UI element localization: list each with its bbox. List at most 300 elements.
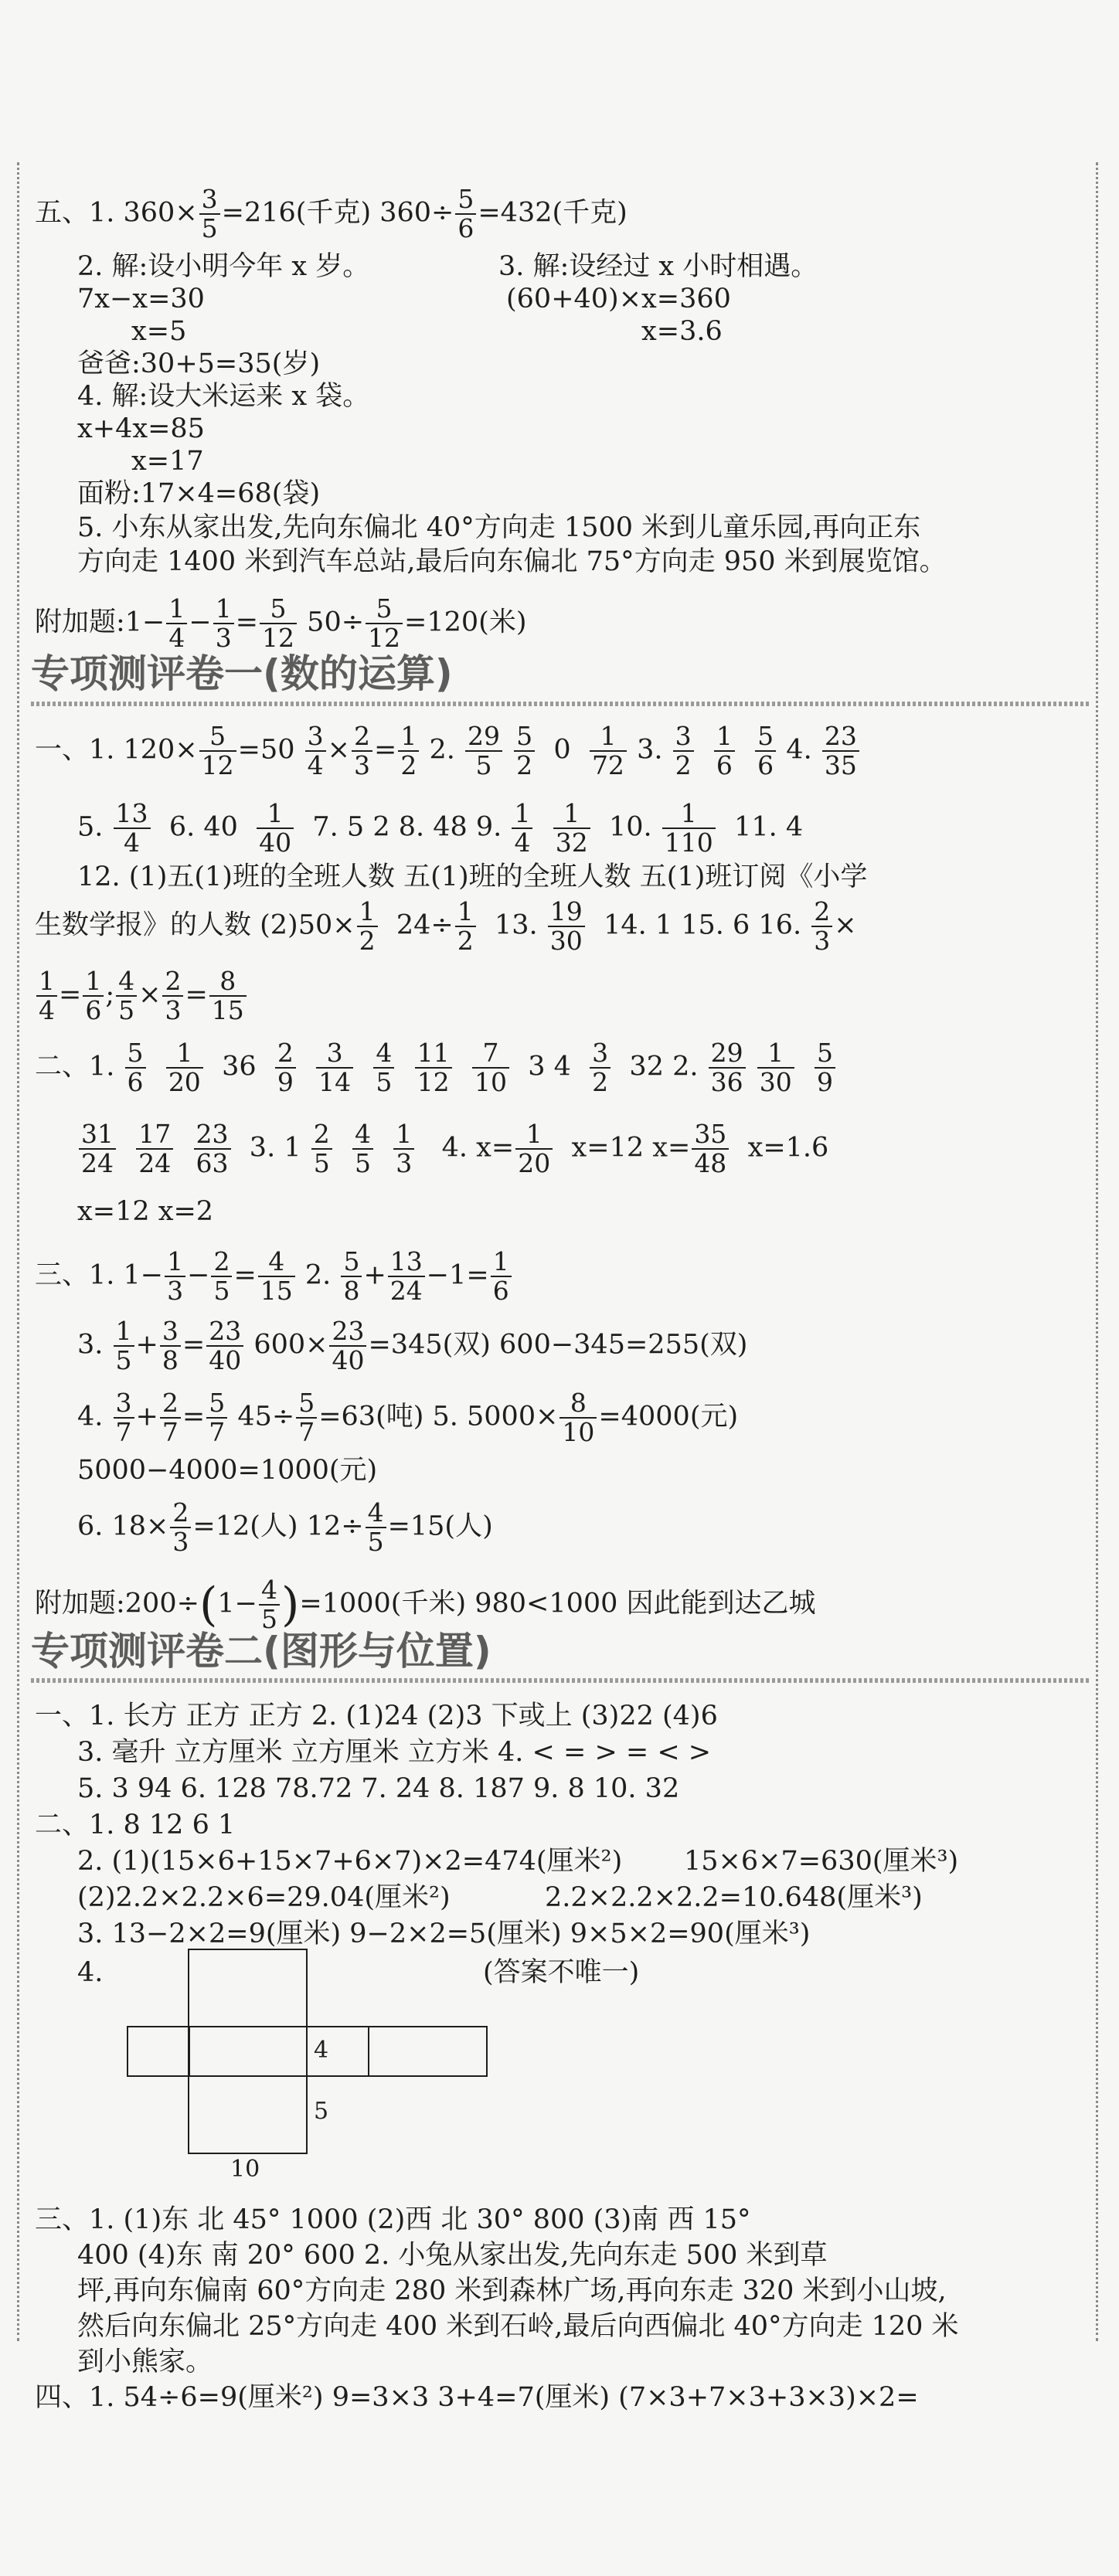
fraction-numerator: 35 [692, 1120, 729, 1150]
text-segment: = [233, 1259, 257, 1291]
fraction-denominator: 6 [85, 995, 102, 1025]
fraction [206, 1389, 227, 1446]
text-segment: 50÷ [298, 607, 365, 638]
fraction-numerator: 2 [275, 1039, 296, 1069]
fraction [213, 595, 234, 652]
t2-b2b: 15×6×7=630(厘米³) [684, 1846, 959, 1877]
t1-row5 [35, 967, 248, 1025]
net-top-face [188, 1949, 308, 2027]
net-front-face [188, 2026, 308, 2077]
fraction [357, 898, 378, 955]
fraction-denominator: 15 [260, 1276, 293, 1306]
fraction [714, 722, 735, 780]
fraction [114, 1317, 134, 1375]
text-segment: 三、1. 1− [35, 1259, 164, 1291]
fraction-numerator: 1 [553, 800, 590, 829]
fraction-denominator: 24 [138, 1148, 172, 1178]
text-segment: 600× [245, 1329, 328, 1361]
s5-eq: x=17 [131, 446, 204, 477]
fraction-numerator: 8 [560, 1389, 597, 1419]
fraction-numerator: 2 [352, 722, 372, 752]
text-segment: = [373, 734, 397, 766]
fraction-numerator: 1 [257, 800, 294, 829]
fraction-numerator: 1 [757, 1039, 794, 1069]
fraction-numerator: 1 [357, 898, 378, 927]
s5-eq: 7x−x=30 [77, 284, 205, 314]
text-segment: =1000(千米) 980<1000 因此能到达乙城 [299, 1588, 816, 1619]
text-segment: 3. [77, 1329, 104, 1361]
fraction-numerator: 4 [352, 1120, 373, 1150]
fraction [36, 967, 57, 1025]
fraction [560, 1389, 597, 1446]
fraction [472, 1039, 509, 1096]
text-segment: × [327, 734, 350, 766]
fraction [815, 1039, 835, 1096]
fraction-numerator: 29 [709, 1039, 746, 1069]
fraction-denominator: 5 [201, 213, 218, 243]
text-segment: + [135, 1401, 158, 1432]
s5-bonus [35, 595, 527, 652]
fraction-denominator: 5 [260, 1604, 277, 1634]
fraction [590, 1039, 611, 1096]
fraction-denominator: 12 [417, 1067, 450, 1097]
text-segment: 6. 18× [77, 1511, 169, 1542]
fraction-denominator: 5 [376, 1067, 393, 1097]
fraction-denominator: 3 [167, 1276, 184, 1306]
fraction [209, 967, 247, 1025]
fraction-numerator: 1 [114, 1317, 134, 1347]
fraction-denominator: 5 [355, 1148, 371, 1178]
text-segment: = [182, 1329, 206, 1361]
text-segment: 五、1. 360× [35, 197, 198, 229]
fraction [311, 1120, 332, 1178]
text-segment: 一、1. 120× [35, 734, 198, 766]
fraction [206, 1317, 243, 1375]
text-segment: − [187, 1259, 210, 1291]
fraction [755, 722, 776, 780]
s5-line1 [35, 185, 628, 243]
text-segment: 13. [494, 909, 538, 941]
fraction-numerator: 17 [136, 1120, 173, 1150]
text-segment: 45÷ [229, 1401, 295, 1432]
fraction-numerator: 31 [79, 1120, 116, 1150]
s5-eq: x=5 [131, 316, 187, 347]
t1-row2 [77, 800, 803, 857]
text-segment: × [138, 979, 162, 1011]
text-segment: =12(人) 12÷ [192, 1511, 364, 1542]
fraction [709, 1039, 746, 1096]
t2-b1: 二、1. 8 12 6 1 [35, 1810, 236, 1840]
text-segment: 32 2. [629, 1051, 699, 1082]
fraction [341, 1248, 362, 1305]
fraction-numerator: 11 [415, 1039, 452, 1069]
fraction [199, 722, 236, 780]
fraction-denominator: 3 [814, 926, 831, 956]
fraction-denominator: 2 [516, 750, 533, 780]
fraction-numerator: 1 [491, 1248, 512, 1277]
fraction-denominator: 6 [127, 1067, 144, 1097]
s5-eq: x+4x=85 [77, 413, 205, 444]
section-title-1: 专项测评卷一(数的运算) [31, 651, 453, 696]
s5-q2: 2. 解:设小明今年 x 岁。 [77, 251, 370, 282]
fraction [822, 722, 859, 780]
net-left-face [127, 2026, 190, 2077]
t2-a2: 3. 毫升 立方厘米 立方厘米 立方米 4. < = > = < > [77, 1737, 712, 1768]
fraction-denominator: 4 [124, 828, 141, 858]
t1-q3-row2 [77, 1317, 747, 1375]
fraction-numerator: 5 [514, 722, 535, 752]
fraction-denominator: 8 [162, 1345, 179, 1375]
text-segment: = [235, 607, 259, 638]
fraction-numerator: 4 [259, 1576, 280, 1606]
fraction-numerator: 4 [373, 1039, 394, 1069]
text-segment: 24÷ [396, 909, 454, 941]
fraction-numerator: 29 [465, 722, 502, 752]
fraction-denominator: 72 [591, 750, 624, 780]
fraction-numerator: 1 [36, 967, 57, 997]
fraction [257, 800, 294, 857]
t2-c5: 到小熊家。 [77, 2347, 213, 2377]
text-segment: = [59, 979, 82, 1011]
net-label-height: 5 [314, 2098, 329, 2125]
fraction-denominator: 35 [824, 750, 857, 780]
fraction-denominator: 10 [562, 1417, 595, 1447]
fraction-numerator: 5 [341, 1248, 362, 1277]
fraction-numerator: 13 [114, 800, 151, 829]
fraction [514, 722, 535, 780]
t2-b5: 4. [77, 1957, 104, 1988]
fraction-numerator: 1 [515, 1120, 553, 1150]
text-segment: 附加题:1− [35, 607, 165, 638]
fraction-numerator: 2 [211, 1248, 232, 1277]
text-segment: −1= [426, 1259, 489, 1291]
fraction-denominator: 7 [298, 1417, 315, 1447]
fraction-numerator: 3 [316, 1039, 353, 1069]
fraction-denominator: 4 [307, 750, 324, 780]
s5-line: 4. 解:设大米运来 x 袋。 [77, 381, 370, 412]
text-segment: 3. [637, 734, 663, 766]
text-segment: 2. [296, 1259, 332, 1291]
fraction [366, 1499, 386, 1556]
text-segment: 2. [420, 734, 455, 766]
fraction-denominator: 30 [549, 926, 583, 956]
text-segment: =15(人) [387, 1511, 493, 1542]
fraction-denominator: 6 [492, 1276, 509, 1306]
text-segment: = [182, 1401, 206, 1432]
fraction [811, 898, 832, 955]
text-segment: x=12 x= [571, 1132, 691, 1164]
section-title-2: 专项测评卷二(图形与位置) [31, 1629, 491, 1674]
fraction-numerator: 2 [160, 1389, 181, 1419]
fraction-denominator: 5 [367, 1527, 384, 1557]
text-segment: =216(千克) 360÷ [221, 197, 454, 229]
text-segment: 二、1. [35, 1051, 115, 1082]
fraction-denominator: 20 [168, 1067, 201, 1097]
text-segment: 0 [553, 734, 571, 766]
fraction [455, 185, 476, 243]
fraction-denominator: 2 [592, 1067, 609, 1097]
text-segment: 4. [77, 1401, 104, 1432]
t2-b3a: (2)2.2×2.2×6=29.04(厘米²) [77, 1882, 451, 1913]
t1-bonus [35, 1576, 816, 1633]
t1-q2-row1 [35, 1039, 837, 1096]
fraction-numerator: 8 [209, 967, 247, 997]
fraction [114, 1389, 134, 1446]
fraction-denominator: 24 [81, 1148, 114, 1178]
fraction [398, 722, 419, 780]
fraction [258, 1248, 295, 1305]
fraction [316, 1039, 353, 1096]
fraction-numerator: 1 [165, 1248, 185, 1277]
text-segment: 3 4 [528, 1051, 571, 1082]
section-divider [31, 702, 1090, 706]
fraction-numerator: 1 [455, 898, 476, 927]
fraction-denominator: 63 [196, 1148, 229, 1178]
fraction-numerator: 2 [311, 1120, 332, 1150]
fraction [692, 1120, 729, 1178]
t2-a3: 5. 3 94 6. 128 78.72 7. 24 8. 187 9. 8 10. 32 [77, 1773, 680, 1804]
fraction-denominator: 7 [162, 1417, 179, 1447]
fraction-denominator: 3 [396, 1148, 413, 1178]
fraction-numerator: 5 [366, 595, 403, 624]
fraction-denominator: 15 [211, 995, 244, 1025]
s5-line: 5. 小东从家出发,先向东偏北 40°方向走 1500 米到儿童乐园,再向正东 [77, 512, 921, 543]
t2-b5-note: (答案不唯一) [483, 1957, 640, 1988]
fraction-denominator: 48 [694, 1148, 727, 1178]
fraction-numerator: 5 [199, 722, 236, 752]
fraction-numerator: 1 [714, 722, 735, 752]
fraction [162, 967, 183, 1025]
fraction [136, 1120, 173, 1178]
fraction-denominator: 40 [259, 828, 292, 858]
fraction-denominator: 5 [475, 750, 492, 780]
t1-q3-row3 [77, 1389, 738, 1446]
text-segment: 4. [786, 734, 812, 766]
fraction-numerator: 3 [114, 1389, 134, 1419]
t1-q3-row4: 5000−4000=1000(元) [77, 1455, 378, 1486]
text-segment: ) [281, 1578, 300, 1632]
fraction-denominator: 12 [201, 750, 234, 780]
fraction [275, 1039, 296, 1096]
text-segment: + [363, 1259, 386, 1291]
fraction-denominator: 2 [457, 926, 474, 956]
fraction-numerator: 5 [815, 1039, 835, 1069]
fraction [165, 1248, 185, 1305]
text-segment: 10. [608, 811, 652, 843]
fraction-denominator: 6 [457, 213, 474, 243]
fraction [673, 722, 694, 780]
fraction-numerator: 1 [512, 800, 532, 829]
fraction [553, 800, 590, 857]
s5-line: 爸爸:30+5=35(岁) [77, 348, 321, 379]
fraction-numerator: 5 [125, 1039, 146, 1069]
fraction-numerator: 1 [590, 722, 627, 752]
fraction-denominator: 3 [215, 623, 232, 653]
fraction [393, 1120, 414, 1178]
fraction-numerator: 5 [296, 1389, 317, 1419]
text-segment: =345(双) 600−345=255(双) [368, 1329, 748, 1361]
fraction-numerator: 4 [366, 1499, 386, 1528]
t2-c3: 坪,再向东偏南 60°方向走 280 米到森林广场,再向东走 320 米到小山坡, [77, 2275, 947, 2306]
text-segment: 5. [77, 811, 104, 843]
t2-c1: 三、1. (1)东 北 45° 1000 (2)西 北 30° 800 (3)南 西 15° [35, 2204, 751, 2235]
fraction [590, 722, 627, 780]
t1-q2-row3: x=12 x=2 [77, 1196, 214, 1227]
fraction-numerator: 5 [260, 595, 297, 624]
t2-a1: 一、1. 长方 正方 正方 2. (1)24 (2)3 下或上 (3)22 (4)6 [35, 1701, 718, 1731]
fraction-numerator: 3 [305, 722, 326, 752]
t2-c4: 然后向东偏北 25°方向走 400 米到石岭,最后向西偏北 40°方向走 120 米 [77, 2311, 959, 2342]
text-segment: ( [199, 1578, 218, 1632]
fraction-numerator: 1 [166, 1039, 203, 1069]
fraction-denominator: 40 [209, 1345, 242, 1375]
fraction-numerator: 1 [398, 722, 419, 752]
fraction-numerator: 4 [258, 1248, 295, 1277]
fraction-numerator: 23 [822, 722, 859, 752]
section-divider [31, 1678, 1090, 1683]
text-segment: =120(米) [404, 607, 527, 638]
t1-row1 [35, 722, 861, 780]
net-label-length: 10 [230, 2156, 260, 2183]
fraction-denominator: 7 [209, 1417, 226, 1447]
text-segment: =50 [237, 734, 304, 766]
right-dotted-border [1096, 162, 1098, 2341]
fraction-numerator: 23 [194, 1120, 231, 1150]
fraction-numerator: 4 [116, 967, 137, 997]
s5-line: 方向走 1400 米到汽车总站,最后向东偏北 75°方向走 950 米到展览馆。 [77, 546, 947, 577]
fraction-numerator: 5 [206, 1389, 227, 1419]
fraction-denominator: 8 [343, 1276, 360, 1306]
fraction [305, 722, 326, 780]
fraction [79, 1120, 116, 1178]
fraction-denominator: 32 [555, 828, 588, 858]
fraction-denominator: 4 [514, 828, 531, 858]
fraction-numerator: 3 [590, 1039, 611, 1069]
t2-b4: 3. 13−2×2=9(厘米) 9−2×2=5(厘米) 9×5×2=90(厘米³) [77, 1918, 811, 1949]
t2-c2: 400 (4)东 南 20° 600 2. 小兔从家出发,先向东走 500 米到草 [77, 2240, 828, 2271]
left-dotted-border [17, 162, 19, 2341]
fraction [199, 185, 220, 243]
text-segment: ; [105, 979, 115, 1011]
fraction-denominator: 4 [39, 995, 55, 1025]
net-label-width: 4 [314, 2037, 329, 2064]
fraction-denominator: 7 [115, 1417, 132, 1447]
text-segment: 7. 5 2 8. 48 9. [312, 811, 502, 843]
fraction-numerator: 19 [548, 898, 585, 927]
fraction [515, 1120, 553, 1178]
fraction [373, 1039, 394, 1096]
t1-q3-row5 [77, 1499, 493, 1556]
fraction-denominator: 14 [318, 1067, 352, 1097]
t2-b3b: 2.2×2.2×2.2=10.648(厘米³) [545, 1882, 923, 1913]
fraction-numerator: 5 [455, 185, 476, 215]
fraction [125, 1039, 146, 1096]
s5-line: 面粉:17×4=68(袋) [77, 478, 321, 509]
fraction [662, 800, 716, 857]
net-bottom-face [188, 2075, 308, 2154]
fraction-numerator: 13 [388, 1248, 425, 1277]
fraction-denominator: 40 [332, 1345, 365, 1375]
fraction-denominator: 5 [313, 1148, 330, 1178]
fraction [296, 1389, 317, 1446]
fraction [166, 1039, 203, 1096]
fraction [259, 1576, 280, 1633]
fraction-denominator: 2 [675, 750, 692, 780]
fraction-denominator: 20 [518, 1148, 551, 1178]
fraction-numerator: 5 [755, 722, 776, 752]
fraction-denominator: 3 [172, 1527, 189, 1557]
text-segment: − [189, 607, 212, 638]
s5-eq: x=3.6 [641, 316, 723, 347]
fraction-denominator: 9 [277, 1067, 294, 1097]
fraction-denominator: 4 [168, 623, 185, 653]
t1-row3: 12. (1)五(1)班的全班人数 五(1)班的全班人数 五(1)班订阅《小学 [77, 861, 868, 892]
fraction-numerator: 3 [673, 722, 694, 752]
fraction [83, 967, 104, 1025]
fraction [757, 1039, 794, 1096]
text-segment: x=1.6 [747, 1132, 829, 1164]
text-segment: 4. x= [441, 1132, 515, 1164]
fraction [415, 1039, 452, 1096]
fraction-denominator: 10 [474, 1067, 507, 1097]
text-segment: =63(吨) 5. 5000× [318, 1401, 559, 1432]
s5-q3: 3. 解:设经过 x 小时相遇。 [498, 251, 818, 282]
fraction-denominator: 36 [710, 1067, 743, 1097]
fraction-numerator: 1 [166, 595, 187, 624]
t1-q3-row1 [35, 1248, 513, 1305]
fraction-denominator: 12 [368, 623, 401, 653]
text-segment: 3. 1 [249, 1132, 301, 1164]
fraction-denominator: 2 [359, 926, 376, 956]
fraction [166, 595, 187, 652]
fraction-denominator: 12 [262, 623, 295, 653]
fraction [194, 1120, 231, 1178]
text-segment: 14. 1 15. 6 16. [604, 909, 802, 941]
fraction-numerator: 23 [206, 1317, 243, 1347]
fraction-denominator: 9 [817, 1067, 834, 1097]
text-segment: = [185, 979, 208, 1011]
text-segment: + [135, 1329, 158, 1361]
fraction-numerator: 3 [160, 1317, 181, 1347]
fraction-numerator: 2 [170, 1499, 191, 1528]
fraction [352, 722, 372, 780]
fraction-denominator: 6 [757, 750, 774, 780]
text-segment: 36 [222, 1051, 257, 1082]
fraction-denominator: 3 [353, 750, 370, 780]
text-segment: 生数学报》的人数 (2)50× [35, 909, 355, 941]
fraction [160, 1389, 181, 1446]
fraction-numerator: 2 [811, 898, 832, 927]
text-segment: 附加题:200÷ [35, 1588, 199, 1619]
fraction-denominator: 3 [165, 995, 182, 1025]
fraction [211, 1248, 232, 1305]
fraction-denominator: 5 [118, 995, 135, 1025]
fraction-denominator: 5 [115, 1345, 132, 1375]
fraction-denominator: 2 [400, 750, 417, 780]
fraction [116, 967, 137, 1025]
fraction [329, 1317, 366, 1375]
t1-q2-row2 [77, 1120, 828, 1178]
fraction-denominator: 5 [213, 1276, 230, 1306]
fraction [548, 898, 585, 955]
fraction-denominator: 24 [389, 1276, 423, 1306]
text-segment: =4000(元) [598, 1401, 739, 1432]
t2-b2a: 2. (1)(15×6+15×7+6×7)×2=474(厘米²) [77, 1846, 623, 1877]
fraction-denominator: 30 [759, 1067, 792, 1097]
fraction-denominator: 110 [664, 828, 713, 858]
text-segment: 6. 40 [168, 811, 238, 843]
fraction [160, 1317, 181, 1375]
